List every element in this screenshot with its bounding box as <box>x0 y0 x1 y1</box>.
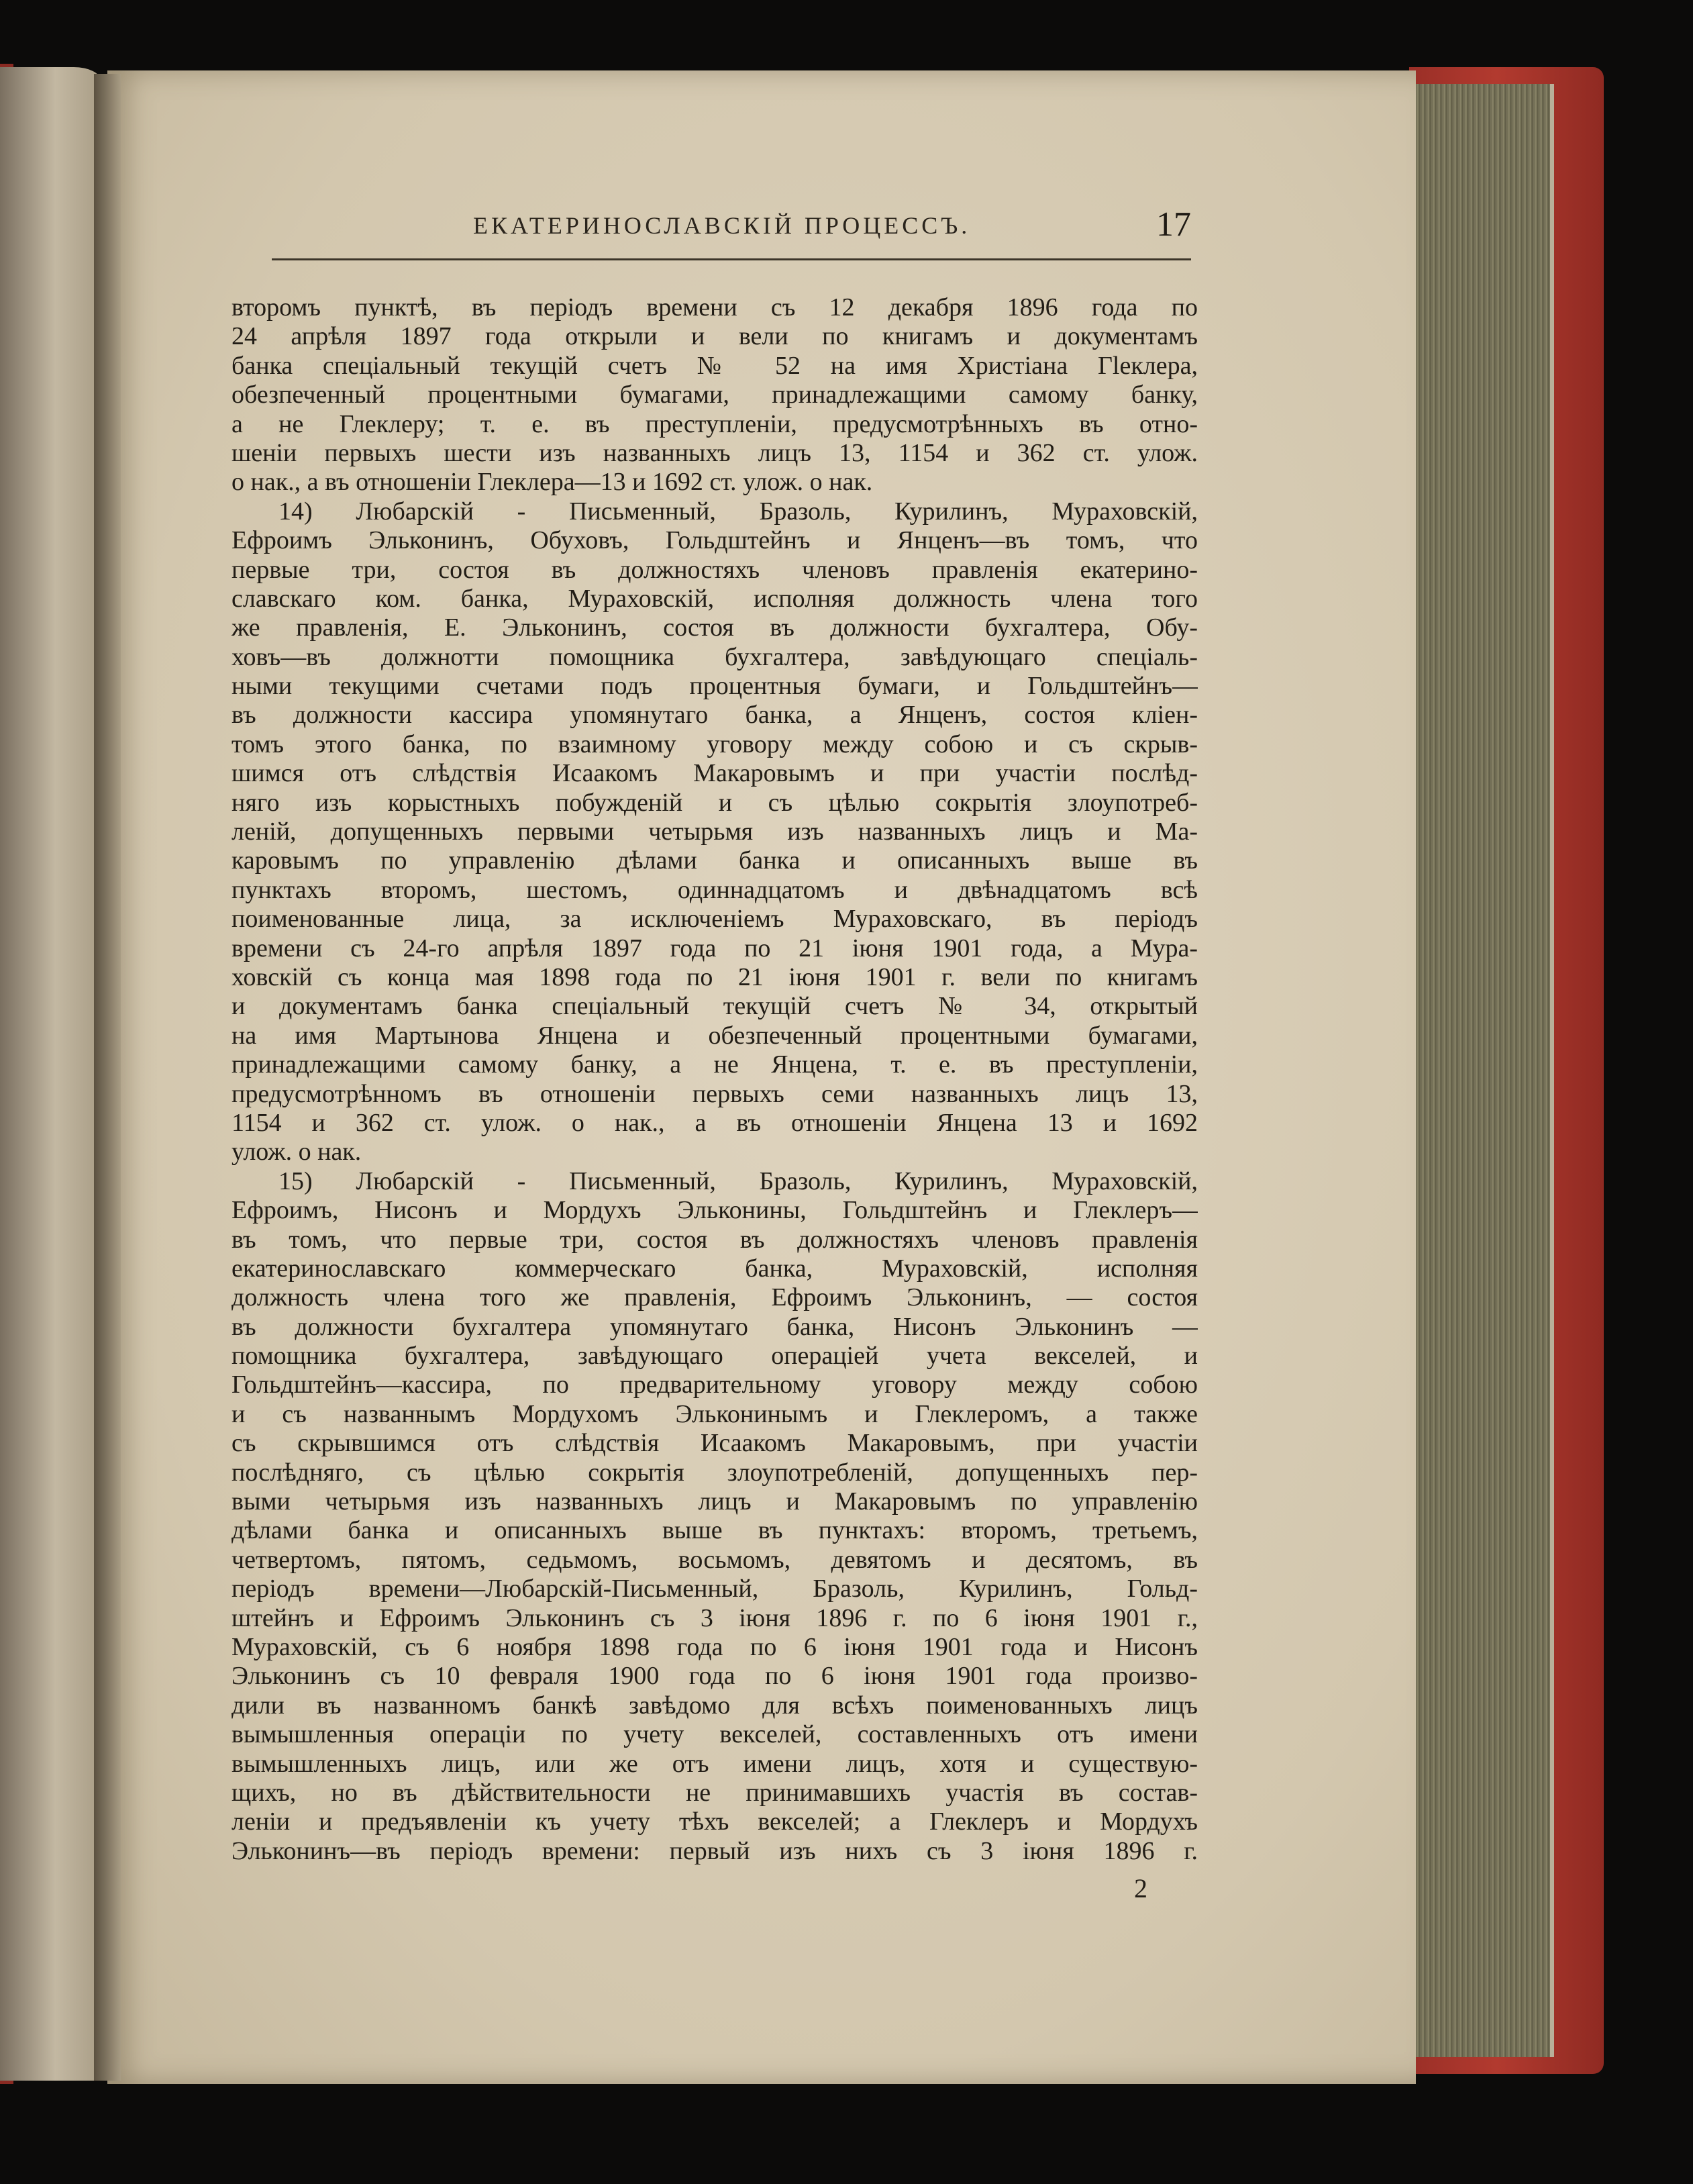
text-line: принадлежащими самому банку, а не Янцена, т. е. въ преступленіи, <box>232 1050 1198 1079</box>
text-line: на имя Мартынова Янцена и обезпеченный процентными бумагами, <box>232 1021 1198 1050</box>
text-line: улож. о нак. <box>232 1138 362 1167</box>
text-line: періодъ времени—Любарскій-Письменный, Бразоль, Курилинъ, Гольд- <box>232 1575 1198 1603</box>
text-line: пунктахъ второмъ, шестомъ, одиннадцатомъ и двѣнадцатомъ всѣ <box>232 875 1198 904</box>
text-line: ными текущими счетами подъ процентныя бумаги, и Гольдштейнъ— <box>232 672 1198 701</box>
text-line: обезпеченный процентными бумагами, принадлежащими самому банку, <box>232 381 1198 409</box>
text-line: Эльконинъ—въ періодъ времени: первый изъ нихъ съ 3 іюня 1896 г. <box>232 1836 1198 1865</box>
running-title: ЕКАТЕРИНОСЛАВСКІЙ ПРОЦЕССЪ. <box>473 212 971 239</box>
text-line: шеніи первыхъ шести изъ названныхъ лицъ 13, 1154 и 362 ст. улож. <box>232 438 1198 467</box>
text-line: Ефроимъ, Нисонъ и Мордухъ Эльконины, Гольдштейнъ и Глеклеръ— <box>232 1196 1198 1225</box>
text-line: каровымъ по управленію дѣлами банка и описанныхъ выше въ <box>232 846 1198 875</box>
left-page-edge <box>0 67 101 2081</box>
text-line: въ должности кассира упомянутаго банка, а Янценъ, состоя кліен- <box>232 701 1198 730</box>
text-line: Эльконинъ съ 10 февраля 1900 года по 6 іюня 1901 года произво- <box>232 1662 1198 1691</box>
text-line: 1154 и 362 ст. улож. о нак., а въ отношеніи Янцена 13 и 1692 <box>232 1108 1198 1137</box>
signature-mark: 2 <box>1134 1873 1147 1903</box>
text-line: щихъ, но въ дѣйствительности не принимавшихъ участія въ состав- <box>232 1778 1198 1807</box>
text-line: дили въ названномъ банкѣ завѣдомо для всѣхъ поименованныхъ лицъ <box>232 1691 1198 1720</box>
text-line: 24 апрѣля 1897 года открыли и вели по книгамъ и документамъ <box>232 322 1198 351</box>
text-line: шимся отъ слѣдствія Исаакомъ Макаровымъ и при участіи послѣд- <box>232 759 1198 788</box>
text-line: 15) Любарскій - Письменный, Бразоль, Курилинъ, Мураховскій, <box>278 1167 1198 1195</box>
text-line: няго изъ корыстныхъ побужденій и съ цѣлью сокрытія злоупотреб- <box>232 788 1198 817</box>
text-line: въ томъ, что первые три, состоя въ должностяхъ членовъ правленія <box>232 1225 1198 1254</box>
text-line: банка спеціальный текущій счетъ № 52 на имя Христіана Гleклера, <box>232 351 1198 380</box>
text-line: выми четырьмя изъ названныхъ лицъ и Макаровымъ по управленію <box>232 1487 1198 1516</box>
text-line: Мураховскій, съ 6 ноября 1898 года по 6 іюня 1901 года и Нисонъ <box>232 1632 1198 1661</box>
text-line: Гольдштейнъ—кассира, по предварительному уговору между собою <box>232 1371 1198 1399</box>
text-line: первые три, состоя въ должностяхъ членовъ правленія екатерино- <box>232 555 1198 584</box>
page-header <box>272 205 1191 260</box>
text-line: поименованные лица, за исключеніемъ Мураховскаго, въ періодъ <box>232 905 1198 934</box>
text-line: о нак., а въ отношеніи Глеклера—13 и 1692 ст. улож. о нак. <box>232 468 873 497</box>
text-line: послѣдняго, съ цѣлью сокрытія злоупотребленій, допущенныхъ пер- <box>232 1458 1198 1487</box>
text-line: помощника бухгалтера, завѣдующаго операціей учета векселей, и <box>232 1342 1198 1371</box>
text-line: вымышленныхъ лицъ, или же отъ имени лицъ, хотя и существую- <box>232 1749 1198 1778</box>
page-number: 17 <box>1156 205 1191 244</box>
text-line: и документамъ банка спеціальный текущій счетъ № 34, открытый <box>232 992 1198 1021</box>
text-line: леній, допущенныхъ первыми четырьмя изъ названныхъ лицъ и Ма- <box>232 817 1198 846</box>
text-line: 14) Любарскій - Письменный, Бразоль, Курилинъ, Мураховскій, <box>278 497 1198 526</box>
body-text <box>232 293 1198 1866</box>
text-line: а не Глеклеру; т. е. въ преступленіи, предусмотрѣнныхъ въ отно- <box>232 409 1198 438</box>
text-line: же правленія, Е. Эльконинъ, состоя въ должности бухгалтера, Обу- <box>232 613 1198 642</box>
text-line: предусмотрѣнномъ въ отношеніи первыхъ семи названныхъ лицъ 13, <box>232 1079 1198 1108</box>
text-line: дѣлами банка и описанныхъ выше въ пунктахъ: второмъ, третьемъ, <box>232 1516 1198 1545</box>
page-block-edges <box>1416 84 1554 2057</box>
text-line: екатеринославскаго коммерческаго банка, Мураховскій, исполняя <box>232 1254 1198 1283</box>
text-line: штейнъ и Ефроимъ Эльконинъ съ 3 іюня 1896 г. по 6 іюня 1901 г., <box>232 1603 1198 1632</box>
text-line: вымышленныя операціи по учету векселей, составленныхъ отъ имени <box>232 1720 1198 1749</box>
text-line: второмъ пунктѣ, въ періодъ времени съ 12 декабря 1896 года по <box>232 293 1198 321</box>
text-line: томъ этого банка, по взаимному уговору между собою и съ скрыв- <box>232 730 1198 758</box>
text-line: ховскій съ конца мая 1898 года по 21 іюня 1901 г. вели по книгамъ <box>232 962 1198 991</box>
text-line: леніи и предъявленіи къ учету тѣхъ векселей; а Глеклеръ и Мордухъ <box>232 1807 1198 1836</box>
text-line: славскаго ком. банка, Мураховскій, исполняя должность члена того <box>232 584 1198 613</box>
text-line: ховъ—въ должнотти помощника бухгалтера, завѣдующаго спеціаль- <box>232 642 1198 671</box>
text-line: времени съ 24-го апрѣля 1897 года по 21 іюня 1901 года, а Мура- <box>232 934 1198 962</box>
text-line: съ скрывшимся отъ слѣдствія Исаакомъ Макаровымъ, при участіи <box>232 1429 1198 1458</box>
text-line: въ должности бухгалтера упомянутаго банка, Нисонъ Эльконинъ — <box>232 1312 1198 1341</box>
text-line: должность члена того же правленія, Ефроимъ Эльконинъ, — состоя <box>232 1283 1198 1312</box>
text-line: четвертомъ, пятомъ, седьмомъ, восьмомъ, девятомъ и десятомъ, въ <box>232 1545 1198 1574</box>
book-gutter <box>94 74 121 2081</box>
text-line: Ефроимъ Эльконинъ, Обуховъ, Гольдштейнъ и Янценъ—въ томъ, что <box>232 526 1198 555</box>
text-line: и съ названнымъ Мордухомъ Эльконинымъ и Глеклеромъ, а также <box>232 1399 1198 1428</box>
